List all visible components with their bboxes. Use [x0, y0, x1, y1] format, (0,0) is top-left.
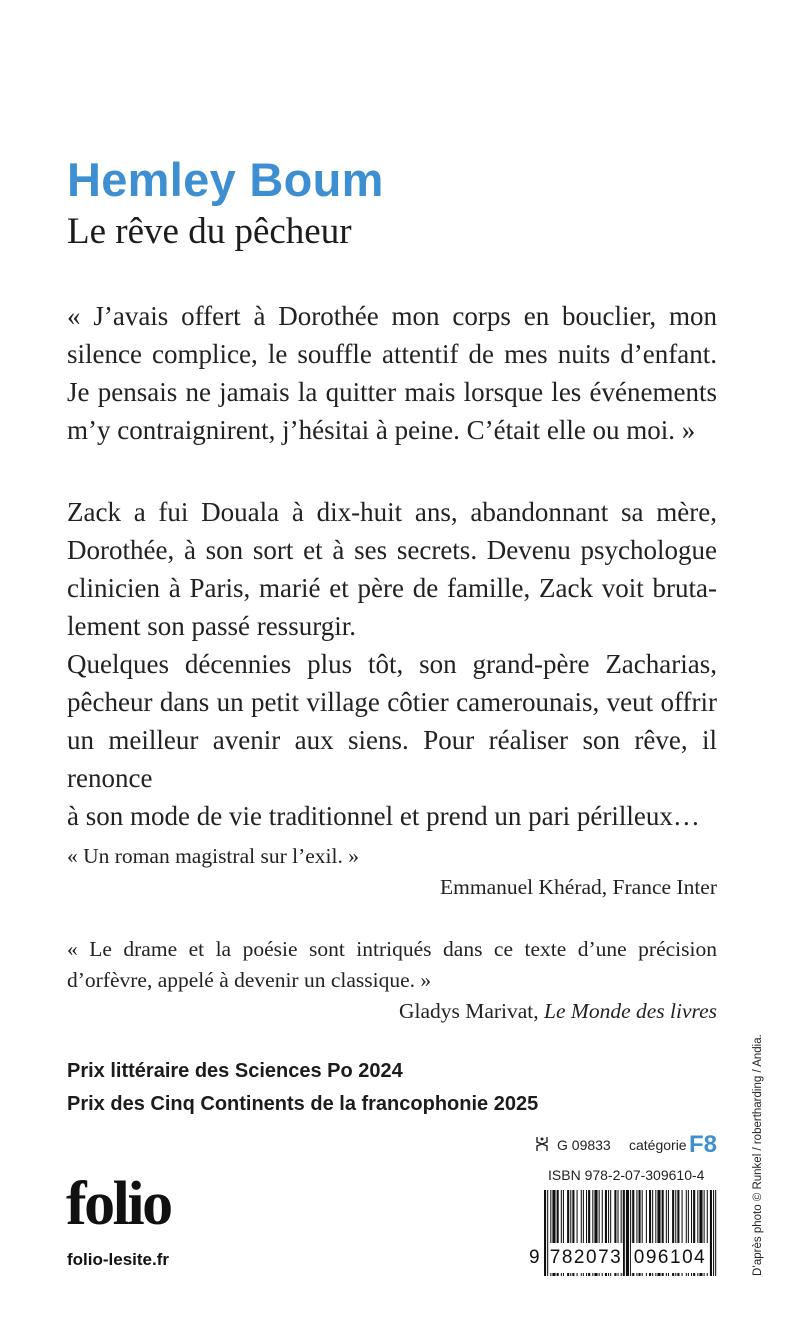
folio-category-symbol-icon — [533, 1135, 551, 1153]
book-title: Le rêve du pêcheur — [67, 211, 352, 252]
review-quote: « Un roman magistral sur l’exil. » — [67, 844, 359, 868]
summary-line: Dorothée, à son sort et à ses secrets. Devenu psychologue — [67, 535, 717, 565]
isbn: ISBN 978-2-07-309610-4 — [548, 1167, 705, 1183]
catalog-line — [533, 1131, 716, 1159]
summary-text — [67, 493, 717, 835]
excerpt-line: silence complice, le souffle attentif de mes nuits d’enfant. — [67, 339, 717, 369]
excerpt-line: m’y contraignirent, j’hésitai à peine. C’était elle ou moi. » — [67, 415, 696, 445]
review-source — [67, 996, 717, 1027]
review-2 — [67, 934, 717, 1027]
category-label: catégorie — [629, 1137, 687, 1153]
barcode-bar — [626, 1190, 629, 1276]
review-source-name: Gladys Marivat, — [398, 999, 545, 1023]
barcode-bar — [713, 1190, 714, 1276]
summary-line: un meilleur avenir aux siens. Pour réaliser son rêve, il renonce — [67, 725, 717, 793]
review-source: Emmanuel Khérad, France Inter — [440, 875, 717, 899]
barcode-digit-first: 9 — [528, 1243, 542, 1273]
excerpt-line: Je pensais ne jamais la quitter mais lorsque les événements — [67, 377, 717, 407]
folio-logo: folio — [66, 1170, 171, 1238]
summary-line: à son mode de vie traditionnel et prend un pari périlleux… — [67, 801, 700, 831]
publisher-website[interactable]: folio-lesite.fr — [67, 1250, 170, 1269]
barcode-bar — [623, 1190, 625, 1276]
summary-line: Quelques décennies plus tôt, son grand-père Zacharias, — [67, 649, 717, 679]
catalog-code: G 09833 — [557, 1137, 611, 1153]
review-quote: d’orfèvre, appelé à devenir un classique. » — [67, 968, 432, 992]
barcode-bar — [715, 1190, 716, 1276]
excerpt-line: « J’avais offert à Dorothée mon corps en bouclier, mon — [67, 301, 717, 331]
review-1 — [67, 841, 717, 903]
prize-2: Prix des Cinq Continents de la francophonie 2025 — [67, 1093, 539, 1115]
barcode-bar — [544, 1190, 546, 1276]
barcode-digits-left: 782073 — [549, 1243, 623, 1273]
photo-credit-text: D’après photo © Runkel / robertharding / Andia. — [752, 1034, 764, 1276]
summary-line: pêcheur dans un petit village côtier camerounais, veut offrir — [67, 687, 717, 717]
summary-line: clinicien à Paris, marié et père de famille, Zack voit bruta- — [67, 573, 717, 603]
summary-line: lement son passé ressurgir. — [67, 611, 356, 641]
category-code: F8 — [689, 1131, 718, 1158]
prize-1: Prix littéraire des Sciences Po 2024 — [67, 1060, 403, 1082]
photo-credit — [750, 1000, 768, 1276]
review-quote: « Le drame et la poésie sont intriqués dans ce texte d’une précision — [67, 937, 717, 961]
barcode-bar — [710, 1190, 712, 1276]
review-source-publication: Le Monde des livres — [544, 999, 717, 1023]
summary-line: Zack a fui Douala à dix-huit ans, abandonnant sa mère, — [67, 497, 717, 527]
excerpt-quote — [67, 297, 717, 449]
author-name: Hemley Boum — [67, 153, 384, 206]
barcode-digits-right: 096104 — [631, 1243, 709, 1273]
